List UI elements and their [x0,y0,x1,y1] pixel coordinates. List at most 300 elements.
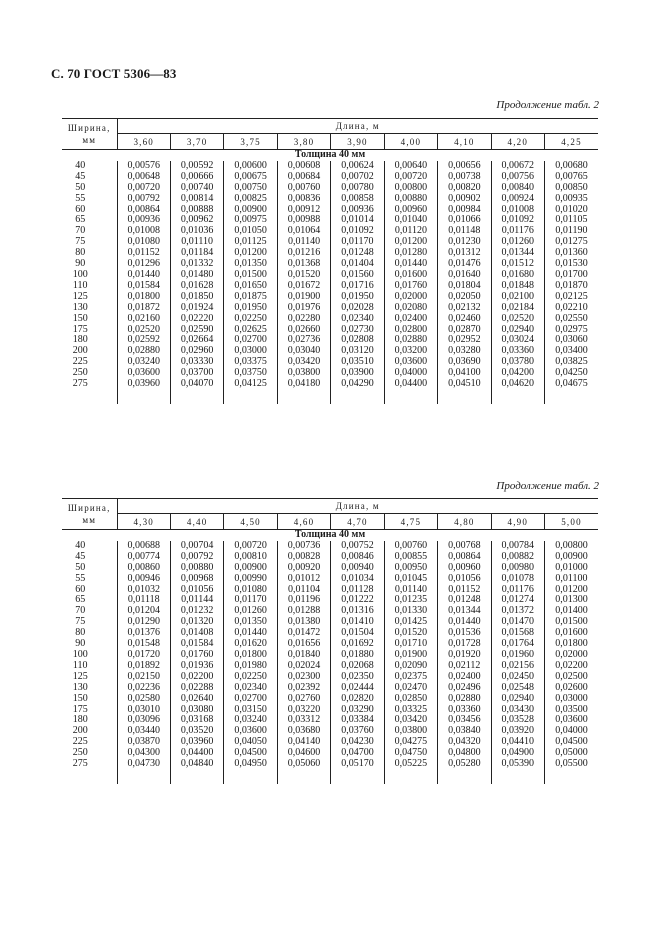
volume-cell: 0,01230 [438,237,491,248]
width-cell: 250 [72,367,88,379]
volume-cell: 0,01530 [545,259,599,270]
table-row [62,183,598,194]
volume-cell: 0,01312 [438,248,491,259]
volume-cell: 0,04070 [170,379,223,390]
volume-cell: 0,01720 [117,650,170,661]
volume-cell: 0,01500 [224,270,277,281]
volume-cell: 0,02450 [491,672,544,683]
volume-cell: 0,04620 [491,379,544,390]
volume-cell: 0,04050 [224,737,277,748]
volume-cell: 0,02664 [170,335,223,346]
volume-cell: 0,00968 [170,574,223,585]
volume-cell: 0,01330 [384,606,437,617]
width-cell: 90 [75,638,86,650]
volume-cell: 0,01125 [224,237,277,248]
volume-cell: 0,04290 [331,379,384,390]
volume-cell: 0,01764 [491,639,544,650]
width-cell: 50 [75,181,86,193]
width-cell: 50 [75,561,86,573]
volume-cell: 0,01360 [545,248,599,259]
volume-cell: 0,02470 [384,683,437,694]
width-cell: 250 [72,747,88,759]
table-row [62,303,598,314]
volume-cell: 0,01144 [170,595,223,606]
volume-cell: 0,01710 [384,639,437,650]
volume-cell: 0,03420 [277,357,330,368]
volume-cell: 0,03120 [331,346,384,357]
volume-cell: 0,03520 [170,726,223,737]
volume-cell: 0,01170 [331,237,384,248]
length-value: 4,25 [545,134,599,150]
volume-cell: 0,01804 [438,281,491,292]
width-header-label: Ширина, [67,123,111,133]
volume-cell: 0,02640 [170,694,223,705]
volume-cell: 0,03400 [545,346,599,357]
width-cell: 180 [72,334,88,346]
volume-cell: 0,01440 [384,259,437,270]
volume-cell: 0,03325 [384,705,437,716]
table-row [62,379,598,390]
volume-cell: 0,01950 [224,303,277,314]
volume-cell: 0,01376 [117,628,170,639]
volume-cell: 0,02590 [170,325,223,336]
volume-cell: 0,00960 [384,205,437,216]
volume-cell: 0,01140 [384,585,437,596]
volume-cell: 0,04400 [170,748,223,759]
volume-cell: 0,01584 [170,639,223,650]
volume-cell: 0,00888 [170,205,223,216]
volume-cell: 0,03440 [117,726,170,737]
volume-cell: 0,01870 [545,281,599,292]
volume-cell: 0,03960 [117,379,170,390]
width-header-label: Ширина, [67,503,111,513]
length-values-row [62,514,598,530]
volume-cell: 0,00774 [117,552,170,563]
volume-cell: 0,02200 [170,672,223,683]
volume-cell: 0,00900 [224,563,277,574]
volume-cell: 0,00882 [491,552,544,563]
volume-cell: 0,02500 [545,672,599,683]
volume-cell: 0,01190 [545,226,599,237]
volume-cell: 0,00666 [170,172,223,183]
volume-cell: 0,01920 [438,650,491,661]
volume-cell: 0,01045 [384,574,437,585]
volume-cell: 0,02880 [438,694,491,705]
volume-cell: 0,01872 [117,303,170,314]
volume-cell: 0,01020 [545,205,599,216]
volume-cell: 0,04180 [277,379,330,390]
volume-cell: 0,02800 [384,325,437,336]
volume-cell: 0,01520 [384,628,437,639]
volume-cell: 0,03780 [491,357,544,368]
length-value: 3,80 [277,134,330,150]
table-row [62,694,598,705]
volume-cell: 0,02870 [438,325,491,336]
volume-cell: 0,00864 [117,205,170,216]
width-column-header [62,499,117,530]
volume-cell: 0,02975 [545,325,599,336]
volume-cell: 0,01584 [117,281,170,292]
volume-cell: 0,04500 [224,748,277,759]
volume-cell: 0,01080 [117,237,170,248]
volume-cell: 0,02132 [438,303,491,314]
volume-cell: 0,03010 [117,705,170,716]
volume-cell: 0,00688 [117,541,170,552]
volume-cell: 0,02496 [438,683,491,694]
volume-cell: 0,01104 [277,585,330,596]
volume-cell: 0,03960 [170,737,223,748]
volume-cell: 0,02625 [224,325,277,336]
volume-cell: 0,03920 [491,726,544,737]
table-row [62,683,598,694]
width-cell: 275 [72,758,88,770]
volume-cell: 0,02156 [491,661,544,672]
volume-cell: 0,00855 [384,552,437,563]
volume-cell: 0,01120 [384,226,437,237]
volume-cell: 0,03024 [491,335,544,346]
volume-cell: 0,01410 [331,617,384,628]
volume-cell: 0,00656 [438,161,491,172]
volume-cell: 0,00702 [331,172,384,183]
volume-cell: 0,02300 [277,672,330,683]
table-tail [62,390,598,404]
volume-cell: 0,03690 [438,357,491,368]
width-cell: 100 [72,648,88,660]
volume-cell: 0,03290 [331,705,384,716]
volume-cell: 0,01216 [277,248,330,259]
volume-cell: 0,03330 [170,357,223,368]
length-header: Длина, м [117,119,598,134]
volume-cell: 0,01260 [491,237,544,248]
width-header-unit: мм [82,135,97,145]
volume-cell: 0,00962 [170,215,223,226]
volume-cell: 0,05500 [545,759,599,770]
volume-table-2 [62,498,598,784]
length-value: 3,70 [170,134,223,150]
tail-cell [438,770,491,784]
volume-cell: 0,03360 [491,346,544,357]
volume-cell: 0,00592 [170,161,223,172]
volume-cell: 0,03500 [545,705,599,716]
volume-cell: 0,02068 [331,661,384,672]
width-cell: 110 [72,279,88,291]
width-cell: 180 [72,714,88,726]
volume-cell: 0,00858 [331,194,384,205]
volume-cell: 0,03420 [384,715,437,726]
volume-cell: 0,04800 [438,748,491,759]
volume-cell: 0,00675 [224,172,277,183]
volume-cell: 0,03825 [545,357,599,368]
volume-cell: 0,00720 [224,541,277,552]
width-cell: 45 [75,550,86,562]
volume-cell: 0,00984 [438,205,491,216]
width-cell: 90 [75,258,86,270]
thickness-label: Толщина 40 мм [294,149,366,160]
width-cell: 70 [75,605,86,617]
volume-cell: 0,01200 [384,237,437,248]
volume-cell: 0,02940 [491,694,544,705]
width-cell: 40 [75,539,86,551]
volume-cell: 0,01680 [491,270,544,281]
volume-cell: 0,01110 [170,237,223,248]
length-value: 4,50 [224,514,277,530]
volume-cell: 0,03800 [277,368,330,379]
volume-cell: 0,04100 [438,368,491,379]
volume-cell: 0,03040 [277,346,330,357]
width-cell: 60 [75,583,86,595]
volume-cell: 0,01296 [117,259,170,270]
width-cell: 225 [72,736,88,748]
volume-cell: 0,00672 [491,161,544,172]
volume-cell: 0,05000 [545,748,599,759]
volume-cell: 0,01332 [170,259,223,270]
volume-cell: 0,01656 [277,639,330,650]
volume-cell: 0,05060 [277,759,330,770]
volume-cell: 0,02520 [117,325,170,336]
volume-cell: 0,00975 [224,215,277,226]
volume-cell: 0,01560 [331,270,384,281]
volume-cell: 0,03900 [331,368,384,379]
width-cell: 130 [72,301,88,313]
volume-cell: 0,03750 [224,368,277,379]
volume-cell: 0,01140 [277,237,330,248]
length-value: 4,80 [438,514,491,530]
volume-cell: 0,02850 [384,694,437,705]
volume-cell: 0,01034 [331,574,384,585]
volume-cell: 0,01350 [224,259,277,270]
width-cell: 80 [75,247,86,259]
volume-cell: 0,04600 [277,748,330,759]
continuation-caption-1: Продолжение табл. 2 [496,99,599,111]
volume-cell: 0,04410 [491,737,544,748]
volume-cell: 0,04675 [545,379,599,390]
volume-cell: 0,01176 [491,226,544,237]
volume-cell: 0,01536 [438,628,491,639]
volume-cell: 0,00600 [224,161,277,172]
volume-cell: 0,01344 [491,248,544,259]
volume-cell: 0,04400 [384,379,437,390]
volume-cell: 0,01840 [277,650,330,661]
volume-cell: 0,01960 [491,650,544,661]
volume-cell: 0,00800 [384,183,437,194]
volume-cell: 0,00576 [117,161,170,172]
length-value: 4,30 [117,514,170,530]
volume-cell: 0,00900 [224,205,277,216]
width-cell: 200 [72,345,88,357]
volume-cell: 0,01320 [170,617,223,628]
volume-cell: 0,01050 [224,226,277,237]
length-values-row [62,134,598,150]
volume-cell: 0,02700 [224,335,277,346]
width-cell: 100 [72,268,88,280]
tail-cell [331,390,384,404]
width-header-unit: мм [82,515,97,525]
volume-cell: 0,01148 [438,226,491,237]
tail-cell [438,390,491,404]
width-cell: 175 [72,703,88,715]
volume-cell: 0,02090 [384,661,437,672]
table-tail [62,770,598,784]
volume-cell: 0,04840 [170,759,223,770]
width-cell: 55 [75,192,86,204]
table-row [62,194,598,205]
length-value: 4,40 [170,514,223,530]
volume-cell: 0,02940 [491,325,544,336]
volume-cell: 0,02184 [491,303,544,314]
volume-cell: 0,02392 [277,683,330,694]
volume-cell: 0,02880 [384,335,437,346]
volume-cell: 0,00720 [384,172,437,183]
volume-cell: 0,03384 [331,715,384,726]
volume-cell: 0,01032 [117,585,170,596]
volume-cell: 0,01235 [384,595,437,606]
volume-cell: 0,00640 [384,161,437,172]
volume-cell: 0,02200 [545,661,599,672]
volume-cell: 0,03840 [438,726,491,737]
volume-cell: 0,01892 [117,661,170,672]
volume-cell: 0,02340 [331,314,384,325]
volume-cell: 0,01600 [545,628,599,639]
volume-cell: 0,01368 [277,259,330,270]
volume-cell: 0,02000 [384,292,437,303]
table-row [62,574,598,585]
table-header-row [62,119,598,134]
volume-cell: 0,01760 [384,281,437,292]
volume-cell: 0,03700 [170,368,223,379]
volume-cell: 0,02600 [545,683,599,694]
volume-cell: 0,01900 [277,292,330,303]
volume-cell: 0,01000 [545,563,599,574]
volume-cell: 0,00736 [277,541,330,552]
volume-cell: 0,01008 [117,226,170,237]
volume-cell: 0,02400 [438,672,491,683]
volume-cell: 0,04500 [545,737,599,748]
volume-cell: 0,01404 [331,259,384,270]
volume-cell: 0,00720 [117,183,170,194]
volume-cell: 0,04200 [491,368,544,379]
volume-cell: 0,02125 [545,292,599,303]
width-cell: 75 [75,236,86,248]
volume-cell: 0,01470 [491,617,544,628]
volume-cell: 0,00825 [224,194,277,205]
volume-cell: 0,01900 [384,650,437,661]
volume-cell: 0,01628 [170,281,223,292]
volume-cell: 0,03168 [170,715,223,726]
volume-cell: 0,03456 [438,715,491,726]
volume-cell: 0,01152 [117,248,170,259]
volume-cell: 0,00608 [277,161,330,172]
width-cell: 150 [72,312,88,324]
volume-cell: 0,00828 [277,552,330,563]
tail-cell [170,770,223,784]
volume-cell: 0,01600 [384,270,437,281]
volume-cell: 0,02024 [277,661,330,672]
width-cell: 130 [72,681,88,693]
volume-cell: 0,02028 [331,303,384,314]
volume-cell: 0,02112 [438,661,491,672]
volume-cell: 0,01056 [438,574,491,585]
volume-cell: 0,01350 [224,617,277,628]
volume-cell: 0,00880 [384,194,437,205]
volume-cell: 0,01880 [331,650,384,661]
volume-cell: 0,01184 [170,248,223,259]
volume-cell: 0,00760 [277,183,330,194]
length-value: 4,60 [277,514,330,530]
volume-cell: 0,01056 [170,585,223,596]
volume-cell: 0,00940 [331,563,384,574]
tail-cell [224,770,277,784]
volume-cell: 0,02150 [117,672,170,683]
width-cell: 45 [75,170,86,182]
volume-cell: 0,00740 [170,183,223,194]
volume-cell: 0,04000 [384,368,437,379]
volume-cell: 0,03510 [331,357,384,368]
volume-cell: 0,02730 [331,325,384,336]
volume-cell: 0,03240 [117,357,170,368]
volume-cell: 0,01976 [277,303,330,314]
volume-cell: 0,02100 [491,292,544,303]
volume-cell: 0,01568 [491,628,544,639]
volume-cell: 0,00846 [331,552,384,563]
volume-cell: 0,01728 [438,639,491,650]
volume-cell: 0,03360 [438,705,491,716]
volume-cell: 0,01100 [545,574,599,585]
volume-cell: 0,03600 [117,368,170,379]
volume-cell: 0,01672 [277,281,330,292]
volume-cell: 0,02250 [224,672,277,683]
volume-cell: 0,01848 [491,281,544,292]
volume-cell: 0,01800 [545,639,599,650]
volume-cell: 0,01800 [224,650,277,661]
volume-cell: 0,02550 [545,314,599,325]
width-cell: 55 [75,572,86,584]
width-column-header [62,119,117,150]
thickness-label: Толщина 40 мм [294,529,366,540]
volume-cell: 0,02220 [170,314,223,325]
volume-cell: 0,00780 [331,183,384,194]
volume-cell: 0,01372 [491,606,544,617]
volume-cell: 0,00912 [277,205,330,216]
volume-cell: 0,03600 [545,715,599,726]
volume-cell: 0,01692 [331,639,384,650]
volume-cell: 0,03060 [545,335,599,346]
volume-cell: 0,02880 [117,346,170,357]
volume-cell: 0,05170 [331,759,384,770]
width-cell: 200 [72,725,88,737]
volume-cell: 0,00924 [491,194,544,205]
volume-cell: 0,01620 [224,639,277,650]
volume-cell: 0,01290 [117,617,170,628]
volume-cell: 0,00792 [117,194,170,205]
table-row [62,314,598,325]
volume-cell: 0,01080 [224,585,277,596]
volume-cell: 0,01700 [545,270,599,281]
volume-cell: 0,03240 [224,715,277,726]
volume-cell: 0,01472 [277,628,330,639]
volume-cell: 0,01640 [438,270,491,281]
volume-cell: 0,03000 [224,346,277,357]
volume-cell: 0,01650 [224,281,277,292]
length-value: 4,00 [384,134,437,150]
volume-cell: 0,03200 [384,346,437,357]
volume-cell: 0,01274 [491,595,544,606]
volume-cell: 0,00988 [277,215,330,226]
data-table [62,118,598,404]
volume-cell: 0,00704 [170,541,223,552]
volume-cell: 0,01248 [438,595,491,606]
volume-cell: 0,01040 [384,215,437,226]
volume-cell: 0,03680 [277,726,330,737]
